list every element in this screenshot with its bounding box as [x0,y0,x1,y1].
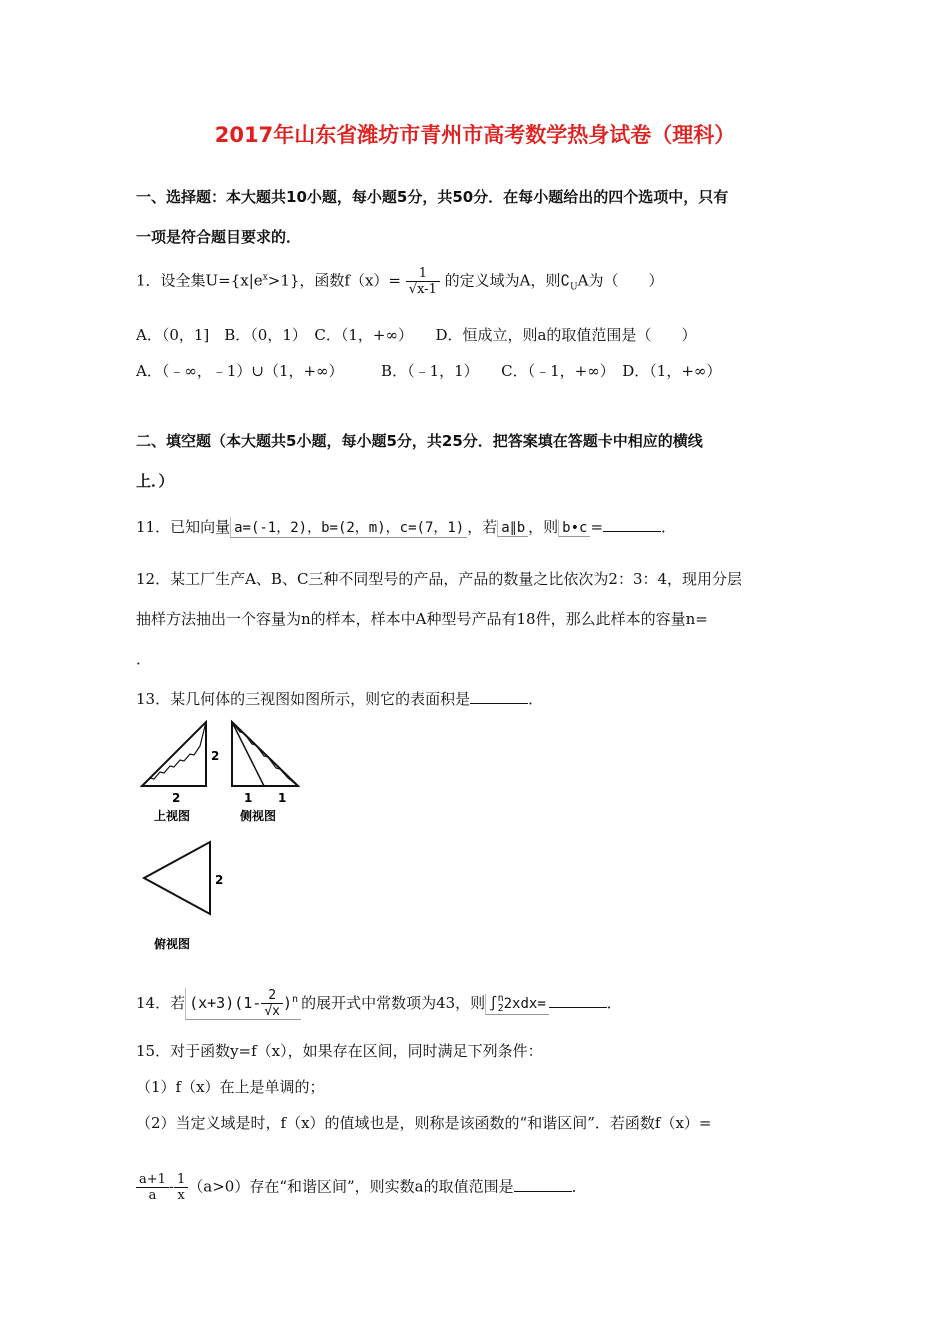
q14-expression-box [185,988,301,1020]
question-14 [136,988,622,1020]
front-view-label: 上视图 [154,809,191,823]
q15-end: ． [571,1177,587,1196]
q14-sup: n [292,994,299,1005]
front-view-triangle [142,722,206,786]
question-13 [136,688,543,709]
three-views-svg [136,718,336,958]
q12-line2: 抽样方法抽出一个容量为n的样本，样本中A种型号产品有18件，那么此样本的容量n= [136,610,708,628]
q15-text: （a>0）存在“和谐区间”，则实数a的取值范围是 [188,1177,514,1196]
q14-integral-sign: ∫ [489,996,498,1012]
q15-answer-blank [514,1179,572,1192]
q11-answer-blank [603,519,661,532]
q1-fraction: $\frac{1}{√x-1}$ [406,266,440,297]
q1-sub: U [570,282,578,293]
side-dim-2: 1 [278,791,287,805]
section1-heading-line2: 一项是符合题目要求的． [136,228,302,246]
q15-minus: - [168,1177,174,1196]
q13-answer-blank [470,691,528,704]
q1-end: A为（ ） [577,271,664,290]
three-views-figure [136,718,336,962]
side-view-inner-line [232,722,264,786]
q14-expr: (x+3)(1- [189,994,262,1012]
section1-heading-line1: 一、选择题：本大题共10小题，每小题5分，共50分．在每小题给出的四个选项中，只有 [136,188,729,206]
q12-line3: ． [136,650,152,668]
q14-upper-limit: n [497,993,504,1004]
section2-heading-line2: 上．） [136,472,174,490]
q15-fraction-2: $\frac{1}{x}$ [174,1172,188,1203]
q1-sup: x [262,272,268,283]
q15-line4 [136,1172,587,1203]
q13-end: ． [528,690,544,708]
front-height-dim: 2 [211,749,220,763]
q11-then: ，则 [528,518,559,536]
q12-line1: 12．某工厂生产A、B、C三种不同型号的产品，产品的数量之比依次为2：3：4，现用分层 [136,570,743,588]
side-view-label: 侧视图 [240,809,277,823]
question-11 [136,516,676,538]
q11-expression: b•c [558,520,590,537]
side-dim-1: 1 [244,791,253,805]
q14-expr-end: ) [283,994,293,1012]
q1-options-2: A．（﹣∞，﹣1）∪（1，+∞） B．（﹣1，1） C．（﹣1，+∞） D．（1，+∞） [136,362,722,380]
q14-fraction: $\frac{2}{√x}$ [261,988,283,1019]
q13-text: 13．某几何体的三视图如图所示，则它的表面积是 [136,690,471,708]
section2-heading-line1: 二、填空题（本大题共5小题，每小题5分，共25分．把答案填在答题卡中相应的横线 [136,432,703,450]
front-width-dim: 2 [172,791,181,805]
q14-end: ． [606,994,622,1012]
q1-prefix: 1．设全集U={x|e [136,271,263,290]
q15-fraction-1: $\frac{a+1}{a}$ [136,1172,169,1203]
q14-prefix: 14．若 [136,994,186,1012]
q11-vectors: a=(-1，2)，b=(2，m)，c=(7，1) [230,517,467,538]
q1-middle: >1}，函数f（x）= [267,271,402,290]
q11-middle: ，若 [467,518,498,536]
q14-integral-box [485,994,549,1015]
top-height-dim: 2 [215,873,224,887]
q1-options: A．（0，1] B．（0，1） C．（1，+∞） D．恒成立，则a的取值范围是（ ） [136,326,697,344]
q14-middle: 的展开式中常数项为43，则 [301,994,486,1012]
q15-line1: 15．对于函数y=f（x），如果存在区间，同时满足下列条件： [136,1042,543,1060]
exam-title: 2017年山东省潍坊市青州市高考数学热身试卷（理科） [214,123,736,147]
q14-answer-blank [549,995,607,1008]
q11-condition: a∥b [497,520,528,537]
q1-suffix: 的定义域为A，则∁ [444,271,571,290]
q15-line3: （2）当定义域是时，f（x）的值域也是，则称是该函数的“和谐区间”．若函数f（x）= [136,1114,712,1132]
question-1 [136,266,663,297]
q11-eq: = [590,518,604,536]
q11-end: ． [661,518,677,536]
q14-lower-limit: 2 [497,1003,504,1014]
q11-prefix: 11．已知向量 [136,518,231,536]
top-view-label: 俯视图 [154,937,191,951]
side-view-triangle [232,722,298,786]
q14-integrand: 2xdx= [503,996,546,1012]
q15-line2: （1）f（x）在上是单调的； [136,1078,325,1096]
top-view-triangle [144,842,210,914]
